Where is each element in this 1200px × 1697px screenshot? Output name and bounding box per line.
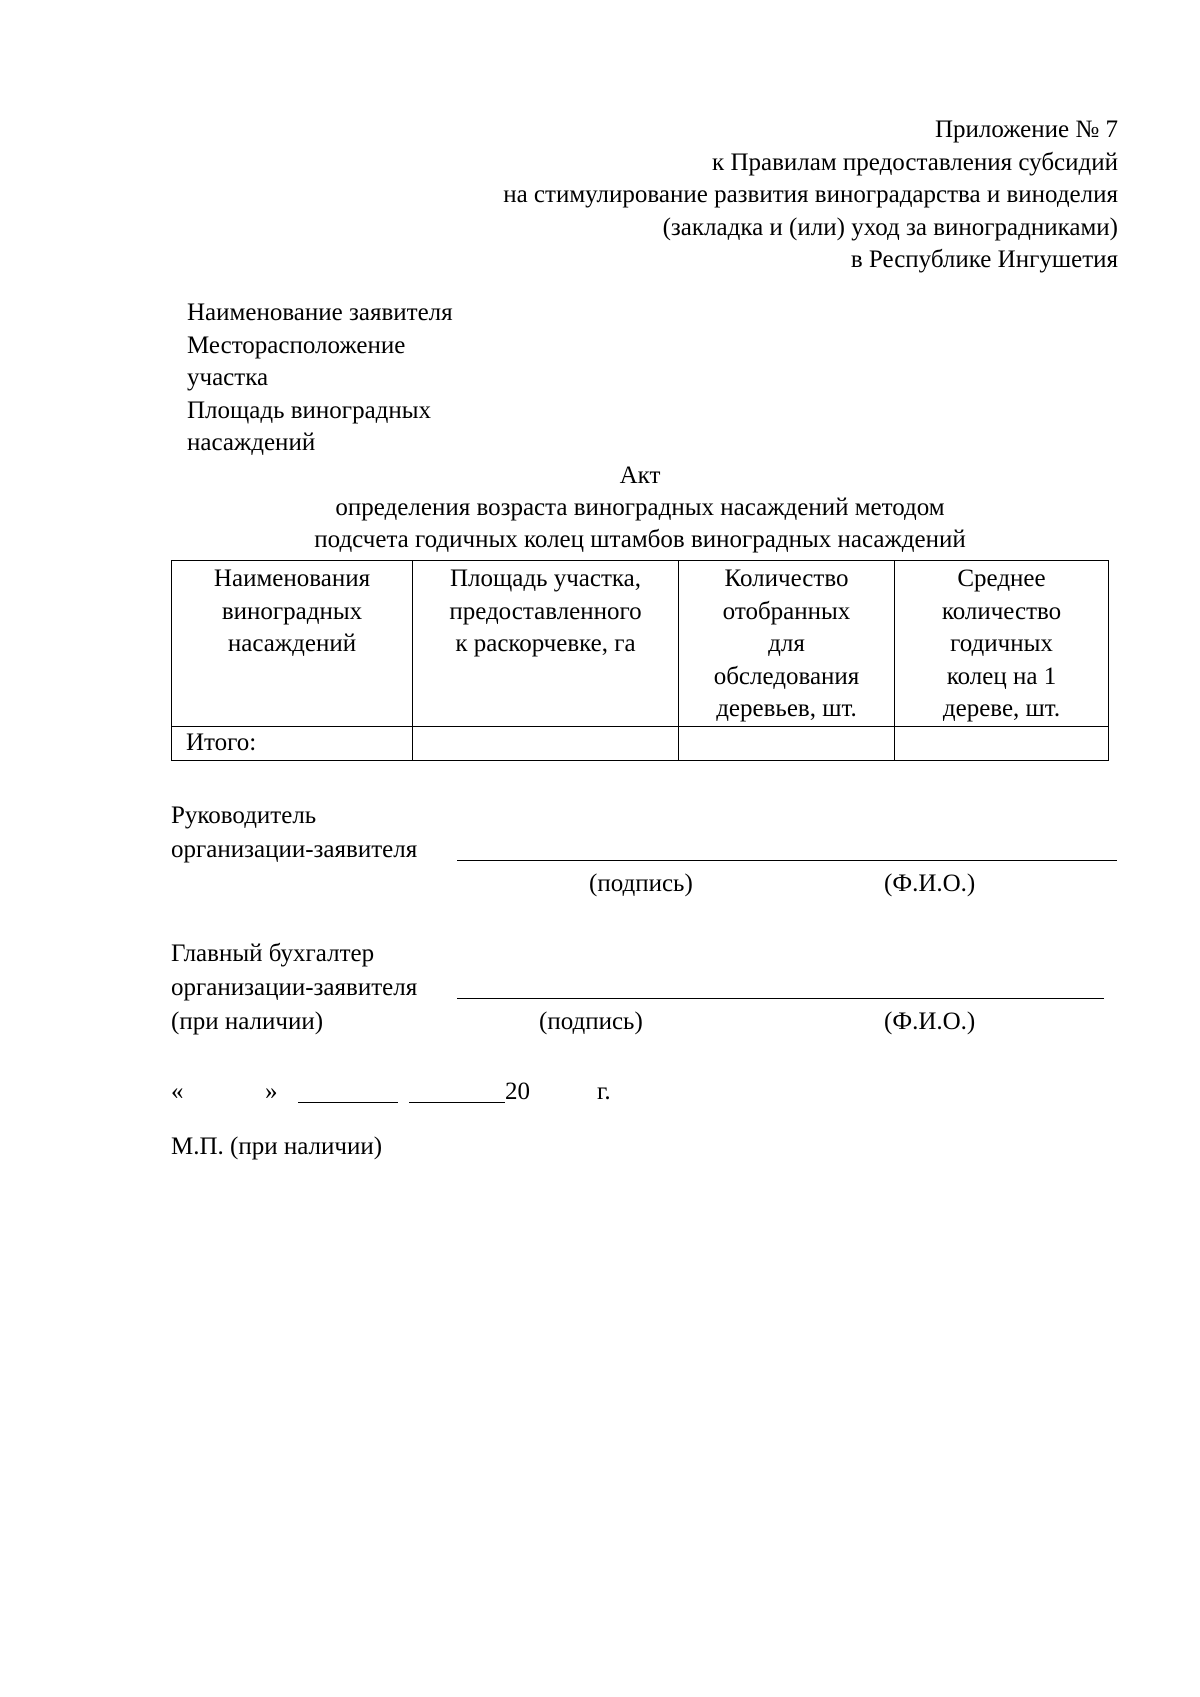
date-block — [171, 1076, 1131, 1110]
header-text: деревьев, шт. — [716, 695, 857, 722]
head-signature-line[interactable] — [457, 834, 802, 861]
accountant-title-row — [171, 938, 1131, 972]
accountant-name-line[interactable] — [802, 972, 1104, 999]
total-label: Итого: — [172, 726, 413, 760]
head-caption-row — [171, 868, 1131, 902]
accountant-signature-caption: (подпись) — [539, 1008, 643, 1035]
header-text: колец на 1 — [946, 662, 1057, 690]
header-text: Количество — [724, 565, 849, 592]
header-text: обследования — [713, 662, 860, 690]
date-year-prefix: 20 — [505, 1078, 530, 1105]
col-header-plot-area — [413, 561, 679, 727]
stamp-block — [171, 1131, 1131, 1165]
head-title-row — [171, 800, 1131, 834]
header-text: Среднее — [957, 565, 1046, 592]
plot-location-label-cont: участка — [187, 364, 269, 391]
head-name-line[interactable] — [802, 834, 1117, 861]
head-org-label: организации-заявителя — [171, 836, 418, 863]
plot-location-label: Месторасположение — [187, 331, 406, 359]
table-header-row — [172, 561, 1109, 727]
date-day-line[interactable] — [409, 1076, 505, 1103]
appendix-number: Приложение № 7 — [934, 116, 1118, 143]
header-text: Площадь участка, — [449, 565, 642, 592]
title-subject: определения возраста виноградных насаждений методом — [335, 494, 945, 521]
head-title: Руководитель — [171, 802, 317, 829]
title-subject-cont: подсчета годичных колец штамбов виноградных насаждений — [314, 526, 966, 553]
appendix-header — [358, 114, 1118, 277]
header-text: количество — [941, 597, 1062, 625]
accountant-org-label: организации-заявителя — [171, 974, 418, 1001]
vineyard-area-label: Площадь виноградных — [187, 396, 432, 424]
table-total-row — [172, 726, 1109, 760]
stamp-row — [171, 1131, 1131, 1165]
header-text: насаждений — [227, 630, 357, 657]
applicant-name-label: Наименование заявителя — [187, 299, 453, 326]
total-rings-average-cell[interactable] — [895, 726, 1109, 760]
head-signature-block — [171, 800, 1131, 902]
date-close-quote: » — [265, 1078, 278, 1105]
date-year-suffix: г. — [597, 1078, 611, 1105]
accountant-org-row — [171, 972, 1131, 1006]
appendix-region: в Республике Ингушетия — [850, 246, 1118, 273]
header-text: годичных — [950, 630, 1053, 657]
header-text: к раскорчевке, га — [455, 630, 636, 657]
head-signature-caption: (подпись) — [589, 870, 693, 897]
header-text: для — [768, 630, 805, 657]
accountant-note-caption: (при наличии) — [171, 1008, 324, 1035]
vineyard-area-label-cont: насаждений — [187, 429, 316, 456]
appendix-rules-ref: к Правилам предоставления субсидий — [712, 148, 1118, 176]
act-table — [171, 560, 1109, 761]
header-text: дереве, шт. — [942, 695, 1061, 722]
appendix-purpose: на стимулирование развития виноградарства и виноделия — [503, 181, 1118, 208]
accountant-caption-row — [171, 1006, 1131, 1040]
header-text: отобранных — [722, 597, 851, 625]
stamp-label: М.П. (при наличии) — [171, 1133, 383, 1160]
header-text: Наименования — [213, 565, 371, 592]
total-plot-area-cell[interactable] — [413, 726, 679, 760]
header-text: виноградных — [221, 597, 363, 625]
document-title — [170, 460, 1110, 556]
date-month-line[interactable] — [298, 1076, 398, 1103]
col-header-trees-count — [679, 561, 895, 727]
appendix-purpose-detail: (закладка и (или) уход за виноградниками) — [662, 213, 1118, 241]
applicant-fields — [187, 297, 507, 460]
accountant-title: Главный бухгалтер — [171, 940, 375, 967]
accountant-signature-line[interactable] — [457, 972, 802, 999]
date-open-quote: « — [171, 1078, 184, 1105]
date-row — [171, 1076, 1131, 1110]
head-name-caption: (Ф.И.О.) — [884, 870, 976, 897]
col-header-rings-average — [895, 561, 1109, 727]
accountant-signature-block — [171, 938, 1131, 1040]
title-act: Акт — [619, 462, 661, 489]
total-trees-count-cell[interactable] — [679, 726, 895, 760]
col-header-vineyard-names — [172, 561, 413, 727]
accountant-name-caption: (Ф.И.О.) — [884, 1008, 976, 1035]
head-org-row — [171, 834, 1131, 868]
header-text: предоставленного — [449, 597, 642, 625]
